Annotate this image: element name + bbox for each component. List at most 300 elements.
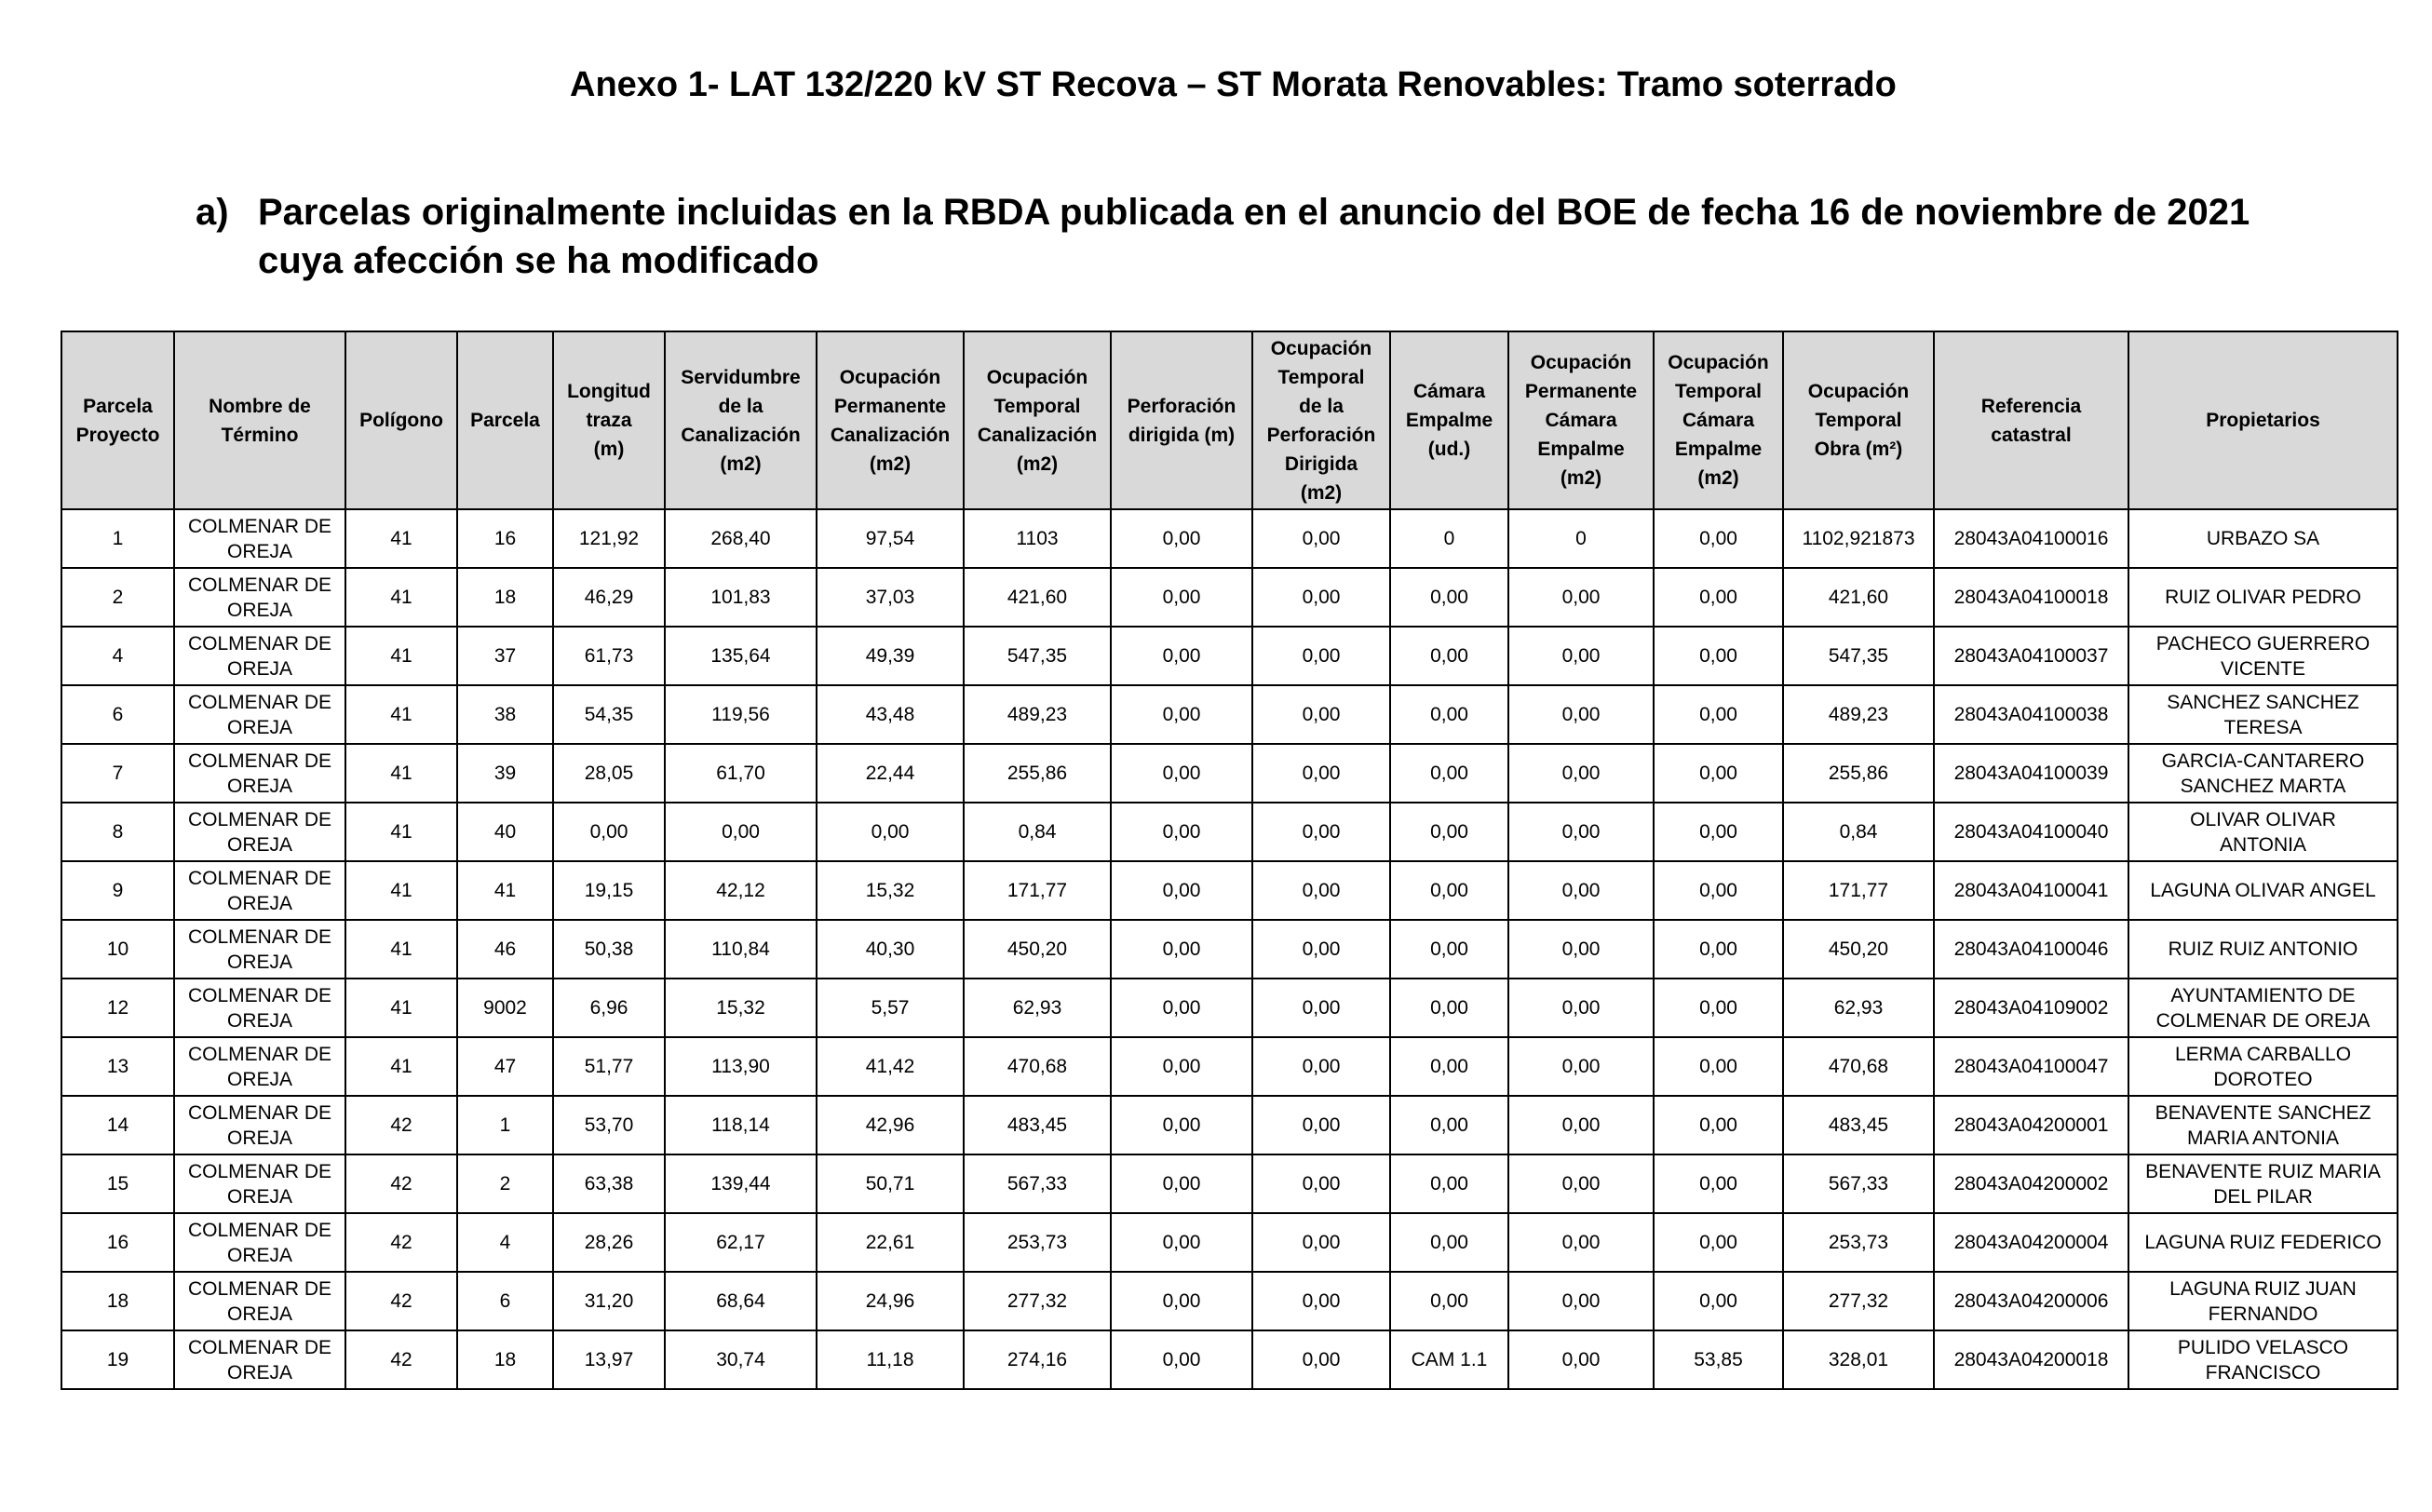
header-text-line: (m) [593, 439, 625, 460]
cell-parcela-proyecto [61, 803, 174, 861]
cell-ocupacion-obra [1783, 509, 1934, 568]
cell-referencia-catastral [1934, 1330, 2128, 1389]
cell-camara-empalme [1390, 1330, 1508, 1389]
table-body [61, 509, 2398, 1389]
cell-text-line: 28043A04200006 [1953, 1290, 2109, 1312]
cell-text-line: 135,64 [710, 645, 771, 667]
cell-poligono [345, 1330, 457, 1389]
cell-nombre-termino [174, 861, 345, 920]
cell-ocupacion-temporal [964, 1272, 1111, 1330]
cell-ocupacion-permanente [817, 685, 964, 744]
cell-text-line: FRANCISCO [2205, 1361, 2321, 1384]
cell-servidumbre [665, 1037, 817, 1096]
cell-ocup-perm-camara [1508, 568, 1654, 627]
header-text-line: Parcela [83, 395, 153, 417]
cell-text-line: 18 [106, 1290, 129, 1312]
cell-ocup-temp-camara [1654, 1330, 1783, 1389]
cell-perforacion [1111, 1272, 1252, 1330]
cell-text-line: 0,00 [1302, 938, 1341, 960]
cell-text-line: 0,00 [1162, 880, 1201, 901]
cell-text-line: 14 [106, 1114, 129, 1136]
cell-text-line: 0,00 [1430, 821, 1468, 843]
cell-longitud-traza [553, 1330, 665, 1389]
cell-nombre-termino [174, 744, 345, 803]
cell-text-line: 0,00 [1162, 1173, 1201, 1195]
cell-ocupacion-permanente [817, 509, 964, 568]
cell-longitud-traza [553, 803, 665, 861]
cell-parcela [457, 685, 553, 744]
cell-ocup-perm-camara [1508, 1272, 1654, 1330]
cell-referencia-catastral [1934, 979, 2128, 1037]
header-text-line: Empalme [1537, 439, 1625, 460]
cell-referencia-catastral [1934, 920, 2128, 979]
cell-text-line: 101,83 [710, 587, 771, 608]
table-row [61, 920, 2398, 979]
cell-text-line: COLMENAR DE [187, 749, 332, 772]
cell-nombre-termino [174, 627, 345, 685]
col-header-ocup-perm-camara [1508, 331, 1654, 509]
cell-camara-empalme [1390, 1037, 1508, 1096]
cell-text-line: 139,44 [710, 1173, 771, 1195]
col-header-camara-empalme [1390, 331, 1508, 509]
header-text-line: Nombre de [209, 395, 311, 417]
cell-ocupacion-permanente [817, 1096, 964, 1154]
cell-text-line: DOROTEO [2213, 1068, 2313, 1090]
cell-text-line: OLIVAR OLIVAR [2190, 808, 2336, 830]
cell-text-line: 567,33 [1007, 1173, 1068, 1195]
cell-text-line: 171,77 [1007, 880, 1068, 901]
cell-ocupacion-perforacion [1252, 627, 1390, 685]
cell-ocup-perm-camara [1508, 1330, 1654, 1389]
cell-ocupacion-obra [1783, 979, 1934, 1037]
cell-text-line: 62,93 [1833, 997, 1884, 1019]
header-text-line: de la [718, 395, 763, 417]
cell-text-line: 1103 [1016, 528, 1059, 549]
cell-longitud-traza [553, 1037, 665, 1096]
cell-camara-empalme [1390, 803, 1508, 861]
cell-camara-empalme [1390, 1272, 1508, 1330]
cell-text-line: 54,35 [584, 704, 634, 725]
cell-text-line: 0,00 [1430, 1056, 1468, 1077]
cell-text-line: 28043A04100039 [1953, 763, 2109, 784]
cell-text-line: 0,00 [1561, 997, 1601, 1019]
table-row [61, 1272, 2398, 1330]
header-text-line: Empalme [1674, 439, 1763, 460]
cell-text-line: 28,05 [584, 763, 634, 784]
cell-text-line: 0,00 [1302, 1232, 1341, 1253]
cell-text-line: 0,00 [1162, 587, 1201, 608]
cell-referencia-catastral [1934, 568, 2128, 627]
cell-text-line: COLMENAR DE [187, 1277, 332, 1300]
cell-text-line: 28043A04100037 [1953, 645, 2109, 667]
cell-poligono [345, 568, 457, 627]
cell-text-line: 0,00 [1162, 1114, 1201, 1136]
cell-text-line: OREJA [226, 657, 292, 680]
cell-parcela-proyecto [61, 1272, 174, 1330]
col-header-parcela [457, 331, 553, 509]
cell-perforacion [1111, 1330, 1252, 1389]
cell-text-line: 119,56 [711, 704, 770, 725]
cell-text-line: 28043A04200002 [1953, 1173, 2109, 1195]
cell-text-line: COLMENAR DE [187, 574, 332, 596]
cell-perforacion [1111, 568, 1252, 627]
cell-text-line: 15,32 [716, 997, 765, 1019]
table-row [61, 861, 2398, 920]
cell-text-line: 483,45 [1828, 1114, 1889, 1136]
cell-text-line: 0,00 [1302, 821, 1341, 843]
cell-text-line: 0,00 [1162, 938, 1201, 960]
cell-referencia-catastral [1934, 1154, 2128, 1213]
cell-text-line: 421,60 [1007, 587, 1068, 608]
cell-text-line: 0,00 [1561, 1232, 1601, 1253]
cell-servidumbre [665, 1272, 817, 1330]
cell-text-line: 28043A04100047 [1953, 1056, 2109, 1077]
cell-text-line: 0,00 [1430, 997, 1468, 1019]
cell-ocupacion-obra [1783, 1272, 1934, 1330]
cell-referencia-catastral [1934, 1272, 2128, 1330]
cell-text-line: 0 [1575, 528, 1587, 549]
cell-parcela [457, 1037, 553, 1096]
header-text-line: dirigida (m) [1128, 424, 1236, 446]
cell-ocupacion-perforacion [1252, 1096, 1390, 1154]
cell-text-line: 0,00 [1561, 880, 1601, 901]
cell-text-line: 28043A04100040 [1953, 821, 2109, 843]
header-text-line: Ocupación [986, 366, 1088, 388]
cell-text-line: 0,00 [1430, 1232, 1468, 1253]
cell-parcela-proyecto [61, 1037, 174, 1096]
cell-text-line: 28,26 [584, 1232, 634, 1253]
cell-servidumbre [665, 744, 817, 803]
cell-text-line: OREJA [226, 1127, 292, 1149]
cell-ocupacion-temporal [964, 568, 1111, 627]
cell-text-line: 0,00 [1699, 763, 1737, 784]
cell-ocupacion-perforacion [1252, 803, 1390, 861]
cell-text-line: 6,96 [589, 997, 628, 1019]
cell-ocupacion-temporal [964, 803, 1111, 861]
cell-ocup-perm-camara [1508, 1154, 1654, 1213]
cell-ocup-perm-camara [1508, 1037, 1654, 1096]
cell-servidumbre [665, 1154, 817, 1213]
cell-text-line: 0,00 [1561, 1114, 1601, 1136]
cell-text-line: 41 [390, 938, 412, 960]
cell-parcela [457, 627, 553, 685]
cell-ocup-perm-camara [1508, 1213, 1654, 1272]
cell-text-line: BENAVENTE RUIZ MARIA [2145, 1160, 2381, 1182]
cell-text-line: 39 [493, 763, 517, 784]
cell-text-line: 0,00 [1699, 645, 1737, 667]
cell-text-line: 274,16 [1007, 1349, 1068, 1370]
cell-parcela-proyecto [61, 627, 174, 685]
header-text-line: Permanente [1524, 381, 1638, 402]
cell-nombre-termino [174, 1272, 345, 1330]
cell-ocupacion-permanente [817, 1037, 964, 1096]
cell-text-line: TERESA [2223, 716, 2303, 738]
cell-ocup-temp-camara [1654, 1272, 1783, 1330]
cell-servidumbre [665, 685, 817, 744]
cell-text-line: COLMENAR DE [187, 867, 332, 889]
cell-camara-empalme [1390, 861, 1508, 920]
cell-parcela [457, 1213, 553, 1272]
header-text-line: Ocupación [839, 366, 941, 388]
cell-text-line: 277,32 [1007, 1290, 1068, 1312]
cell-text-line: 30,74 [716, 1349, 765, 1370]
cell-text-line: 0,00 [1302, 1056, 1341, 1077]
cell-text-line: 0,00 [589, 821, 628, 843]
cell-propietarios [2128, 1330, 2398, 1389]
cell-text-line: 38 [493, 704, 517, 725]
cell-ocupacion-perforacion [1252, 568, 1390, 627]
header-text-line: Término [221, 424, 299, 446]
cell-propietarios [2128, 1272, 2398, 1330]
cell-ocup-perm-camara [1508, 861, 1654, 920]
parcels-table [61, 331, 2398, 1390]
cell-text-line: 9002 [483, 997, 527, 1019]
cell-text-line: 16 [106, 1232, 129, 1253]
cell-poligono [345, 1272, 457, 1330]
cell-ocup-perm-camara [1508, 685, 1654, 744]
cell-parcela-proyecto [61, 744, 174, 803]
cell-text-line: LERMA CARBALLO [2174, 1043, 2352, 1065]
cell-text-line: 450,20 [1007, 938, 1068, 960]
cell-propietarios [2128, 861, 2398, 920]
cell-servidumbre [665, 1096, 817, 1154]
header-text-line: (m2) [720, 452, 762, 475]
col-header-ocupacion-permanente [817, 331, 964, 509]
cell-parcela [457, 568, 553, 627]
cell-parcela-proyecto [61, 1096, 174, 1154]
header-text-line: Ocupación [1807, 381, 1910, 402]
cell-text-line: MARIA ANTONIA [2187, 1127, 2339, 1149]
col-header-parcela-proyecto [61, 331, 174, 509]
cell-nombre-termino [174, 1096, 345, 1154]
cell-camara-empalme [1390, 685, 1508, 744]
cell-nombre-termino [174, 803, 345, 861]
cell-ocup-temp-camara [1654, 861, 1783, 920]
cell-ocupacion-temporal [964, 509, 1111, 568]
cell-poligono [345, 509, 457, 568]
cell-text-line: 0,00 [1302, 587, 1341, 608]
cell-text-line: 0,00 [871, 821, 910, 843]
cell-ocupacion-obra [1783, 1037, 1934, 1096]
cell-text-line: 0,00 [1162, 763, 1201, 784]
cell-text-line: 6 [112, 704, 124, 725]
cell-text-line: 450,20 [1828, 938, 1889, 960]
cell-text-line: 0,00 [1561, 938, 1601, 960]
section-heading-line: cuya afección se ha modificado [258, 240, 819, 281]
cell-text-line: 0,00 [1699, 1114, 1737, 1136]
cell-text-line: OREJA [226, 1009, 292, 1032]
cell-text-line: OREJA [226, 1361, 292, 1384]
header-text-line: (ud.) [1427, 439, 1471, 460]
document-title: Anexo 1- LAT 132/220 kV ST Recova – ST Morata Renovables: Tramo soterrado [570, 65, 1897, 104]
cell-text-line: 43,48 [865, 704, 915, 725]
cell-text-line: 0,00 [1302, 1173, 1341, 1195]
cell-text-line: 171,77 [1828, 880, 1889, 901]
header-text-line: Cámara [1412, 381, 1486, 402]
cell-text-line: 19,15 [584, 880, 634, 901]
cell-text-line: 0,00 [1561, 763, 1601, 784]
section-heading-text [258, 188, 2250, 285]
cell-text-line: VICENTE [2220, 657, 2305, 680]
cell-ocup-temp-camara [1654, 627, 1783, 685]
cell-text-line: 0,00 [1162, 645, 1201, 667]
cell-text-line: 41 [493, 880, 517, 901]
cell-longitud-traza [553, 685, 665, 744]
cell-text-line: 0,00 [1430, 880, 1468, 901]
cell-text-line: COLMENAR DE [187, 1101, 332, 1124]
cell-propietarios [2128, 685, 2398, 744]
cell-perforacion [1111, 920, 1252, 979]
cell-ocupacion-permanente [817, 1272, 964, 1330]
cell-perforacion [1111, 1037, 1252, 1096]
cell-text-line: 0,00 [1430, 1114, 1468, 1136]
cell-text-line: 0,00 [1561, 1290, 1601, 1312]
cell-text-line: 567,33 [1828, 1173, 1889, 1195]
cell-text-line: COLMENAR DE [187, 515, 332, 537]
cell-referencia-catastral [1934, 685, 2128, 744]
cell-referencia-catastral [1934, 1096, 2128, 1154]
cell-nombre-termino [174, 979, 345, 1037]
cell-text-line: 18 [493, 1349, 517, 1370]
cell-text-line: 0,00 [1561, 645, 1601, 667]
header-text-line: Canalización [977, 424, 1098, 446]
cell-text-line: CAM 1.1 [1411, 1349, 1488, 1370]
cell-text-line: 15,32 [865, 880, 915, 901]
cell-parcela-proyecto [61, 568, 174, 627]
cell-text-line: 0,00 [1162, 528, 1201, 549]
cell-text-line: 42 [390, 1114, 412, 1136]
cell-nombre-termino [174, 1213, 345, 1272]
cell-text-line: 1 [499, 1114, 511, 1136]
cell-perforacion [1111, 1213, 1252, 1272]
cell-camara-empalme [1390, 1213, 1508, 1272]
cell-parcela [457, 1096, 553, 1154]
cell-text-line: 2 [112, 587, 124, 608]
cell-text-line: 28043A04200004 [1953, 1232, 2109, 1253]
cell-text-line: 277,32 [1828, 1290, 1889, 1312]
cell-referencia-catastral [1934, 1213, 2128, 1272]
cell-propietarios [2128, 1154, 2398, 1213]
cell-servidumbre [665, 861, 817, 920]
cell-ocupacion-permanente [817, 920, 964, 979]
cell-text-line: GARCIA-CANTARERO [2161, 749, 2365, 772]
cell-ocup-perm-camara [1508, 979, 1654, 1037]
cell-text-line: SANCHEZ SANCHEZ [2167, 691, 2359, 713]
cell-nombre-termino [174, 1330, 345, 1389]
table-header-row [61, 331, 2398, 509]
table-row [61, 627, 2398, 685]
cell-propietarios [2128, 509, 2398, 568]
cell-referencia-catastral [1934, 803, 2128, 861]
table-row [61, 1096, 2398, 1154]
cell-nombre-termino [174, 1154, 345, 1213]
col-header-longitud-traza [553, 331, 665, 509]
cell-camara-empalme [1390, 1154, 1508, 1213]
cell-ocup-temp-camara [1654, 568, 1783, 627]
cell-parcela-proyecto [61, 861, 174, 920]
cell-text-line: 0,00 [1699, 1232, 1737, 1253]
cell-text-line: 489,23 [1007, 704, 1068, 725]
cell-longitud-traza [553, 744, 665, 803]
cell-ocupacion-temporal [964, 1213, 1111, 1272]
cell-text-line: 6 [499, 1290, 511, 1312]
cell-ocup-temp-camara [1654, 1037, 1783, 1096]
cell-text-line: 121,92 [578, 528, 640, 549]
cell-ocupacion-obra [1783, 568, 1934, 627]
cell-servidumbre [665, 979, 817, 1037]
cell-text-line: 62,93 [1012, 997, 1062, 1019]
cell-text-line: COLMENAR DE [187, 984, 332, 1006]
cell-servidumbre [665, 920, 817, 979]
cell-ocup-perm-camara [1508, 803, 1654, 861]
cell-text-line: 0,00 [1561, 1349, 1601, 1370]
cell-text-line: 68,64 [716, 1290, 765, 1312]
cell-parcela-proyecto [61, 509, 174, 568]
cell-longitud-traza [553, 920, 665, 979]
cell-text-line: 15 [106, 1173, 129, 1195]
cell-longitud-traza [553, 1213, 665, 1272]
cell-ocupacion-perforacion [1252, 1154, 1390, 1213]
cell-text-line: 42,12 [716, 880, 765, 901]
cell-text-line: PACHECO GUERRERO [2155, 632, 2371, 655]
header-text-line: Polígono [359, 410, 443, 431]
cell-text-line: 0,00 [1162, 821, 1201, 843]
cell-longitud-traza [553, 861, 665, 920]
cell-ocupacion-permanente [817, 568, 964, 627]
table-row [61, 1037, 2398, 1096]
cell-text-line: 50,38 [584, 938, 634, 960]
header-text-line: Proyecto [75, 424, 160, 446]
cell-poligono [345, 803, 457, 861]
cell-text-line: 37 [493, 645, 517, 667]
header-text-line: Canalización [830, 424, 951, 446]
cell-text-line: 53,85 [1694, 1349, 1743, 1370]
cell-text-line: 0,00 [1561, 1173, 1601, 1195]
cell-text-line: 22,44 [865, 763, 915, 784]
cell-ocup-temp-camara [1654, 1154, 1783, 1213]
cell-text-line: 28043A04200018 [1953, 1349, 2109, 1370]
cell-text-line: COLMENAR DE [187, 1336, 332, 1358]
cell-ocupacion-perforacion [1252, 509, 1390, 568]
cell-text-line: DEL PILAR [2213, 1185, 2313, 1208]
cell-ocupacion-temporal [964, 920, 1111, 979]
cell-text-line: 0,00 [1162, 1349, 1201, 1370]
cell-text-line: LAGUNA RUIZ FEDERICO [2144, 1232, 2382, 1253]
header-text-line: Empalme [1405, 410, 1493, 431]
cell-parcela [457, 509, 553, 568]
cell-parcela-proyecto [61, 920, 174, 979]
cell-text-line: 18 [493, 587, 517, 608]
cell-parcela-proyecto [61, 1154, 174, 1213]
cell-propietarios [2128, 627, 2398, 685]
cell-longitud-traza [553, 509, 665, 568]
cell-text-line: 0,00 [1699, 821, 1737, 843]
cell-text-line: 28043A04100018 [1953, 587, 2109, 608]
cell-longitud-traza [553, 568, 665, 627]
cell-ocupacion-permanente [817, 627, 964, 685]
cell-nombre-termino [174, 685, 345, 744]
cell-text-line: 489,23 [1828, 704, 1889, 725]
cell-perforacion [1111, 744, 1252, 803]
cell-text-line: 0,00 [1302, 645, 1341, 667]
cell-text-line: OREJA [226, 833, 292, 856]
cell-text-line: 0,00 [1699, 880, 1737, 901]
cell-text-line: 0,00 [1302, 528, 1341, 549]
cell-parcela [457, 1330, 553, 1389]
cell-text-line: AYUNTAMIENTO DE [2170, 984, 2356, 1006]
cell-text-line: LAGUNA RUIZ JUAN [2169, 1277, 2357, 1300]
header-text-line: Cámara [1682, 410, 1755, 431]
